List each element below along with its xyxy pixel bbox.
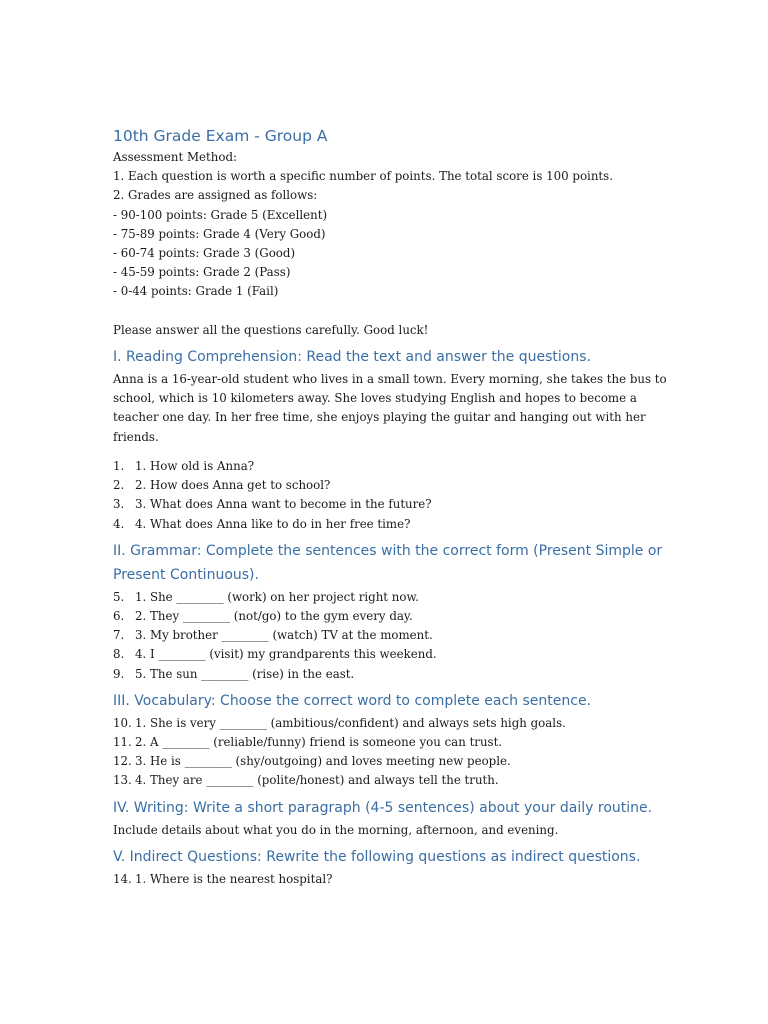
list-item — [113, 626, 673, 645]
spacer — [113, 447, 673, 457]
list-number: 1. — [113, 459, 125, 474]
section-heading-vocabulary: III. Vocabulary: Choose the correct word to complete each sentence. — [113, 692, 592, 709]
list-number: 8. — [113, 647, 125, 662]
spacer — [113, 302, 673, 321]
instruction-text: Please answer all the questions carefully. Good luck! — [113, 322, 429, 337]
list-item — [113, 588, 673, 607]
list-number: 13. — [113, 773, 132, 788]
question-text: 3. What does Anna want to become in the future? — [135, 497, 432, 512]
list-number: 10. — [113, 715, 132, 730]
list-number: 6. — [113, 609, 125, 623]
question-text: 2. How does Anna get to school? — [135, 478, 331, 493]
list-item — [113, 607, 673, 626]
question-text: 4. What does Anna like to do in her free time? — [135, 516, 411, 531]
question-text: 3. He is ________ (shy/outgoing) and loves meeting new people. — [135, 754, 511, 769]
exam-title: 10th Grade Exam - Group A — [113, 127, 328, 145]
section-heading-indirect-questions: V. Indirect Questions: Rewrite the following questions as indirect questions. — [113, 848, 641, 865]
list-item — [113, 645, 673, 664]
list-number: 4. — [113, 516, 125, 531]
list-number: 11. — [113, 734, 132, 749]
question-text: 1. How old is Anna? — [135, 459, 255, 474]
list-item — [113, 870, 673, 889]
list-item — [113, 771, 673, 790]
question-text: 2. They ________ (not/go) to the gym every day. — [135, 609, 413, 623]
list-number: 14. — [113, 871, 132, 886]
grammar-questions-list — [113, 588, 673, 684]
vocabulary-questions-list — [113, 714, 673, 791]
assessment-line: 1. Each question is worth a specific number of points. The total score is 100 points. — [113, 169, 613, 184]
section-heading-writing: IV. Writing: Write a short paragraph (4-5 sentences) about your daily routine. — [113, 799, 653, 816]
question-text: 5. The sun ________ (rise) in the east. — [135, 666, 355, 681]
grade-line: - 75-89 points: Grade 4 (Very Good) — [113, 226, 326, 241]
list-item — [113, 476, 673, 495]
document-content — [113, 124, 673, 889]
question-text: 1. She ________ (work) on her project right now. — [135, 589, 419, 604]
writing-instruction: Include details about what you do in the morning, afternoon, and evening. — [113, 822, 559, 837]
list-number: 9. — [113, 666, 125, 681]
list-item — [113, 495, 673, 514]
assessment-heading: Assessment Method: — [113, 150, 237, 164]
assessment-block — [113, 148, 673, 302]
question-text: 1. Where is the nearest hospital? — [135, 871, 333, 886]
question-text: 3. My brother ________ (watch) TV at the moment. — [135, 628, 433, 643]
reading-passage: Anna is a 16-year-old student who lives in a small town. Every morning, she takes the bus to school, which is 10 kilometers away. She loves studying English and hopes to become a teacher one day. In her free time, she enjoys playing the guitar and hanging out with her friends. — [113, 371, 667, 444]
grade-line: - 60-74 points: Grade 3 (Good) — [113, 245, 296, 260]
grade-line: - 90-100 points: Grade 5 (Excellent) — [113, 207, 328, 222]
list-item — [113, 714, 673, 733]
question-text: 2. A ________ (reliable/funny) friend is someone you can trust. — [135, 734, 503, 749]
question-text: 4. I ________ (visit) my grandparents this weekend. — [135, 647, 437, 662]
indirect-questions-list — [113, 870, 673, 889]
question-text: 4. They are ________ (polite/honest) and always tell the truth. — [135, 773, 499, 788]
list-item — [113, 733, 673, 752]
grade-line: - 0-44 points: Grade 1 (Fail) — [113, 284, 279, 299]
assessment-line: 2. Grades are assigned as follows: — [113, 188, 318, 203]
reading-questions-list — [113, 457, 673, 534]
list-item — [113, 515, 673, 534]
list-number: 5. — [113, 589, 125, 604]
list-number: 3. — [113, 497, 125, 512]
list-item — [113, 457, 673, 476]
section-heading-reading: I. Reading Comprehension: Read the text and answer the questions. — [113, 348, 591, 365]
list-number: 12. — [113, 754, 132, 769]
question-text: 1. She is very ________ (ambitious/confident) and always sets high goals. — [135, 715, 566, 730]
list-item — [113, 752, 673, 771]
section-heading-grammar: II. Grammar: Complete the sentences with the correct form (Present Simple or Present Continuous). — [113, 542, 663, 583]
list-item — [113, 665, 673, 684]
list-number: 2. — [113, 478, 125, 493]
list-number: 7. — [113, 628, 125, 643]
grade-line: - 45-59 points: Grade 2 (Pass) — [113, 265, 291, 280]
